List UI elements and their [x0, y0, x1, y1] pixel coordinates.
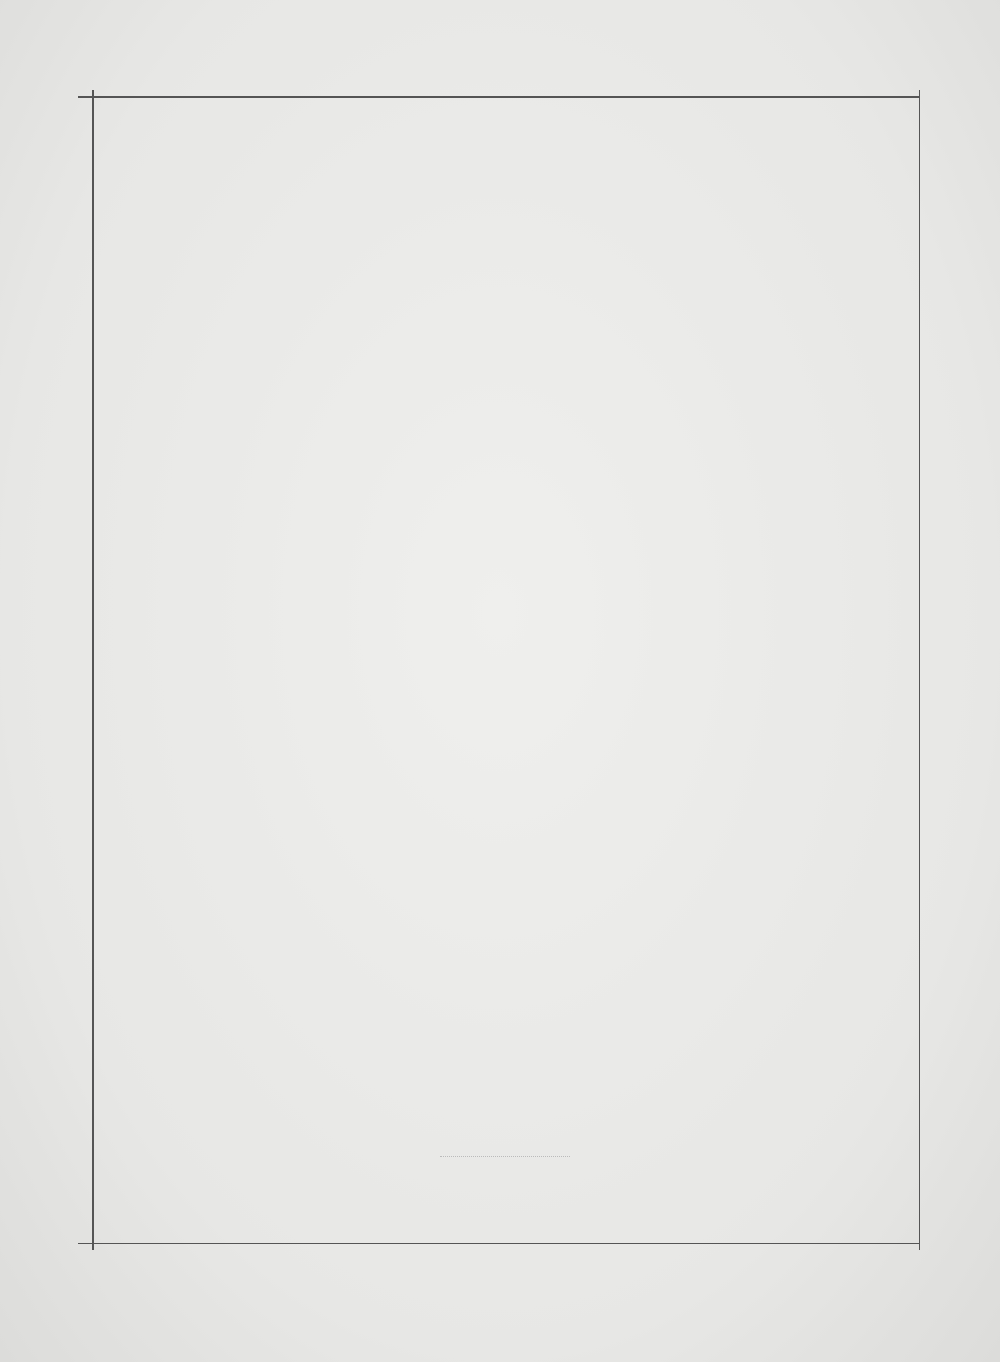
frame-top-ornaments [78, 84, 920, 104]
frame-left-ornaments [68, 136, 92, 1196]
frame-bottom-ornaments [78, 1236, 920, 1256]
frame-left-rule [92, 90, 94, 1250]
ornamental-frame [78, 96, 920, 1244]
frame-right-ornaments [912, 136, 936, 1196]
footer-dotted-rule [440, 1156, 570, 1158]
